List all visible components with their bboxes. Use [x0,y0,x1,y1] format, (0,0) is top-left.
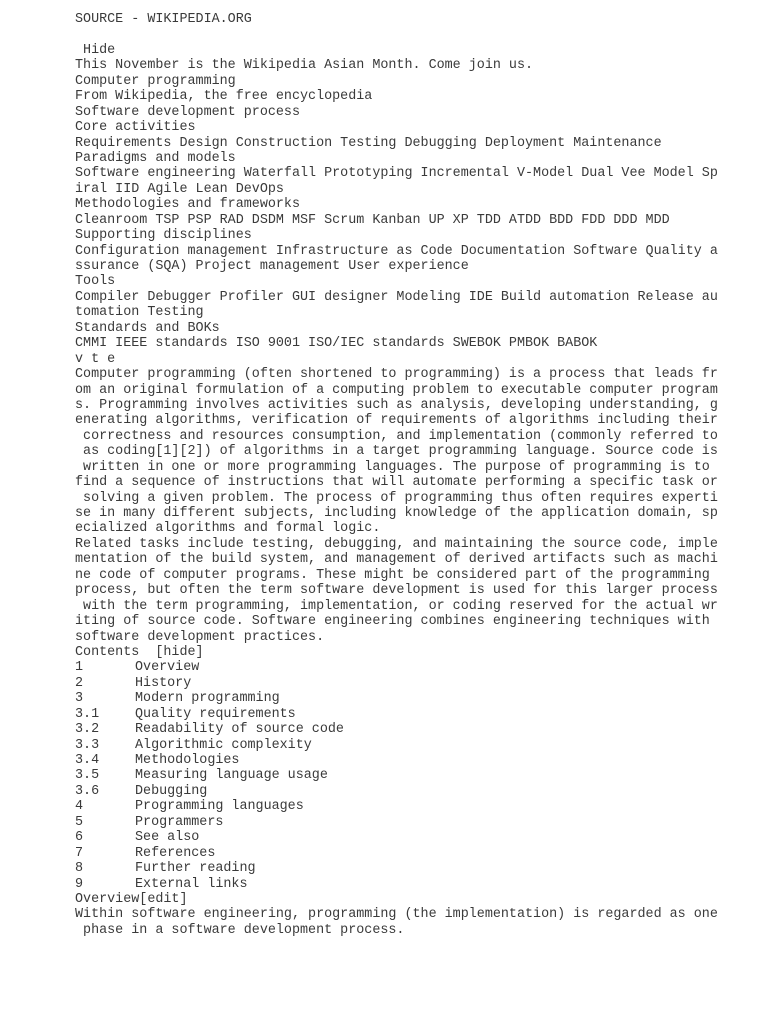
toc-item-external-links[interactable] [75,877,755,892]
toc-title[interactable]: Debugging [135,783,208,799]
paragraph-line: process, but often the term software development is used for this larger process [75,583,718,599]
toc-title[interactable]: References [135,845,216,861]
banner-message: This November is the Wikipedia Asian Month. Come join us. [75,58,534,74]
toc-number: 1 [75,660,84,676]
navbox-section-links[interactable]: CMMI IEEE standards ISO 9001 ISO/IEC standards SWEBOK PMBOK BABOK [75,336,598,352]
toc-number: 6 [75,830,84,846]
toc-item-measuring-language-usage[interactable] [75,768,755,783]
toc-number: 3.3 [75,737,100,753]
table-of-contents [75,645,755,892]
navbox-section-links[interactable]: iral IID Agile Lean DevOps [75,181,284,197]
navbox-section-heading[interactable]: Tools [75,274,116,290]
toc-item-algorithmic-complexity[interactable] [75,738,755,753]
toc-number: 3.5 [75,768,100,784]
toc-item-modern-programming[interactable] [75,691,755,706]
source-header: SOURCE - WIKIPEDIA.ORG [75,12,252,27]
overview-section [75,892,755,938]
paragraph-line: enerating algorithms, verification of requirements of algorithms including their [75,413,718,429]
navbox-title[interactable]: Software development process [75,104,300,120]
paragraph-line: find a sequence of instructions that will automate performing a specific task or [75,475,718,491]
navbox-section-links[interactable]: Cleanroom TSP PSP RAD DSDM MSF Scrum Kanban UP XP TDD ATDD BDD FDD DDD MDD [75,212,670,228]
navbox-section-heading[interactable]: Core activities [75,120,196,136]
toc-title[interactable]: Quality requirements [135,706,296,722]
paragraph-line: om an original formulation of a computing problem to executable computer program [75,382,718,398]
toc-item-see-also[interactable] [75,830,755,845]
banner-hide-link[interactable]: Hide [75,42,116,58]
navbox-section-links[interactable]: Configuration management Infrastructure as Code Documentation Software Quality a [75,243,718,259]
toc-item-references[interactable] [75,846,755,861]
toc-title[interactable]: External links [135,876,248,892]
toc-number: 3 [75,691,84,707]
toc-item-history[interactable] [75,676,755,691]
paragraph-line: ecialized algorithms and formal logic. [75,521,381,537]
toc-number: 5 [75,814,84,830]
navbox-section-core-activities [75,120,755,151]
navbox-section-links[interactable]: ssurance (SQA) Project management User experience [75,259,469,274]
document-page [75,12,755,938]
toc-title[interactable]: Measuring language usage [135,768,328,784]
navbox-vte-links[interactable]: v t e [75,351,116,367]
toc-item-programming-languages[interactable] [75,799,755,814]
contents-heading[interactable]: Contents [hide] [75,644,204,660]
paragraph-line: se in many different subjects, including knowledge of the application domain, sp [75,506,718,521]
toc-number: 3.2 [75,722,100,738]
toc-number: 2 [75,675,84,691]
toc-item-debugging[interactable] [75,784,755,799]
navbox-section-heading[interactable]: Supporting disciplines [75,228,252,244]
paragraph-line: correctness and resources consumption, and implementation (commonly referred to [75,428,718,444]
navbox-section-links[interactable]: Requirements Design Construction Testing Debugging Deployment Maintenance [75,135,662,151]
navbox-section-heading[interactable]: Methodologies and frameworks [75,197,300,213]
toc-number: 3.6 [75,783,100,799]
paragraph-line: as coding[1][2]) of algorithms in a target programming language. Source code is [75,444,718,460]
toc-title[interactable]: Readability of source code [135,722,344,738]
paragraph-line: mentation of the build system, and management of derived artifacts such as machi [75,552,718,568]
navbox-section-standards [75,321,755,352]
toc-number: 8 [75,861,84,877]
toc-title[interactable]: Programming languages [135,799,304,815]
toc-title[interactable]: Methodologies [135,753,240,768]
overview-heading[interactable]: Overview[edit] [75,891,188,907]
toc-item-quality-requirements[interactable] [75,707,755,722]
toc-item-overview[interactable] [75,660,755,675]
toc-item-methodologies[interactable] [75,753,755,768]
intro-paragraph-1 [75,367,755,537]
toc-number: 9 [75,876,84,892]
navbox-section-paradigms [75,151,755,197]
toc-title[interactable]: See also [135,830,200,846]
paragraph-line: iting of source code. Software engineering combines engineering techniques with [75,614,710,630]
paragraph-line: solving a given problem. The process of programming thus often requires experti [75,490,718,506]
paragraph-line: Computer programming (often shortened to programming) is a process that leads fr [75,367,718,383]
paragraph-line: with the term programming, implementation, or coding reserved for the actual wr [75,598,718,614]
paragraph-line: written in one or more programming languages. The purpose of programming is to [75,459,710,475]
toc-number: 3.1 [75,706,100,722]
blank-line [75,27,755,42]
navbox-section-links[interactable]: Compiler Debugger Profiler GUI designer Modeling IDE Build automation Release au [75,289,718,305]
navbox-section-heading[interactable]: Standards and BOKs [75,320,220,336]
paragraph-line: ne code of computer programs. These might be considered part of the programming [75,567,710,583]
navbox-section-links[interactable]: Software engineering Waterfall Prototyping Incremental V-Model Dual Vee Model Sp [75,166,718,182]
paragraph-line: Within software engineering, programming (the implementation) is regarded as one [75,907,718,923]
toc-title[interactable]: History [135,675,192,691]
navbox-section-heading[interactable]: Paradigms and models [75,150,236,166]
navbox-section-links[interactable]: tomation Testing [75,305,204,321]
toc-item-readability[interactable] [75,722,755,737]
toc-item-further-reading[interactable] [75,861,755,876]
toc-title[interactable]: Overview [135,660,200,676]
intro-paragraph-2 [75,537,755,645]
paragraph-line: software development practices. [75,629,325,645]
toc-title[interactable]: Modern programming [135,691,280,707]
toc-item-programmers[interactable] [75,815,755,830]
paragraph-line: phase in a software development process. [75,922,405,938]
navbox-section-tools [75,274,755,320]
announcement-banner [75,43,755,74]
toc-title[interactable]: Further reading [135,861,256,877]
paragraph-line: s. Programming involves activities such as analysis, developing understanding, g [75,397,718,413]
navbox-section-supporting [75,228,755,274]
paragraph-line: Related tasks include testing, debugging, and maintaining the source code, imple [75,536,718,552]
navbox [75,105,755,367]
article-title: Computer programming [75,73,236,89]
article-tagline: From Wikipedia, the free encyclopedia [75,89,373,105]
navbox-section-methodologies [75,197,755,228]
toc-number: 3.4 [75,753,100,768]
toc-title[interactable]: Programmers [135,814,224,830]
toc-number: 4 [75,799,84,815]
toc-title[interactable]: Algorithmic complexity [135,737,312,753]
toc-number: 7 [75,845,84,861]
